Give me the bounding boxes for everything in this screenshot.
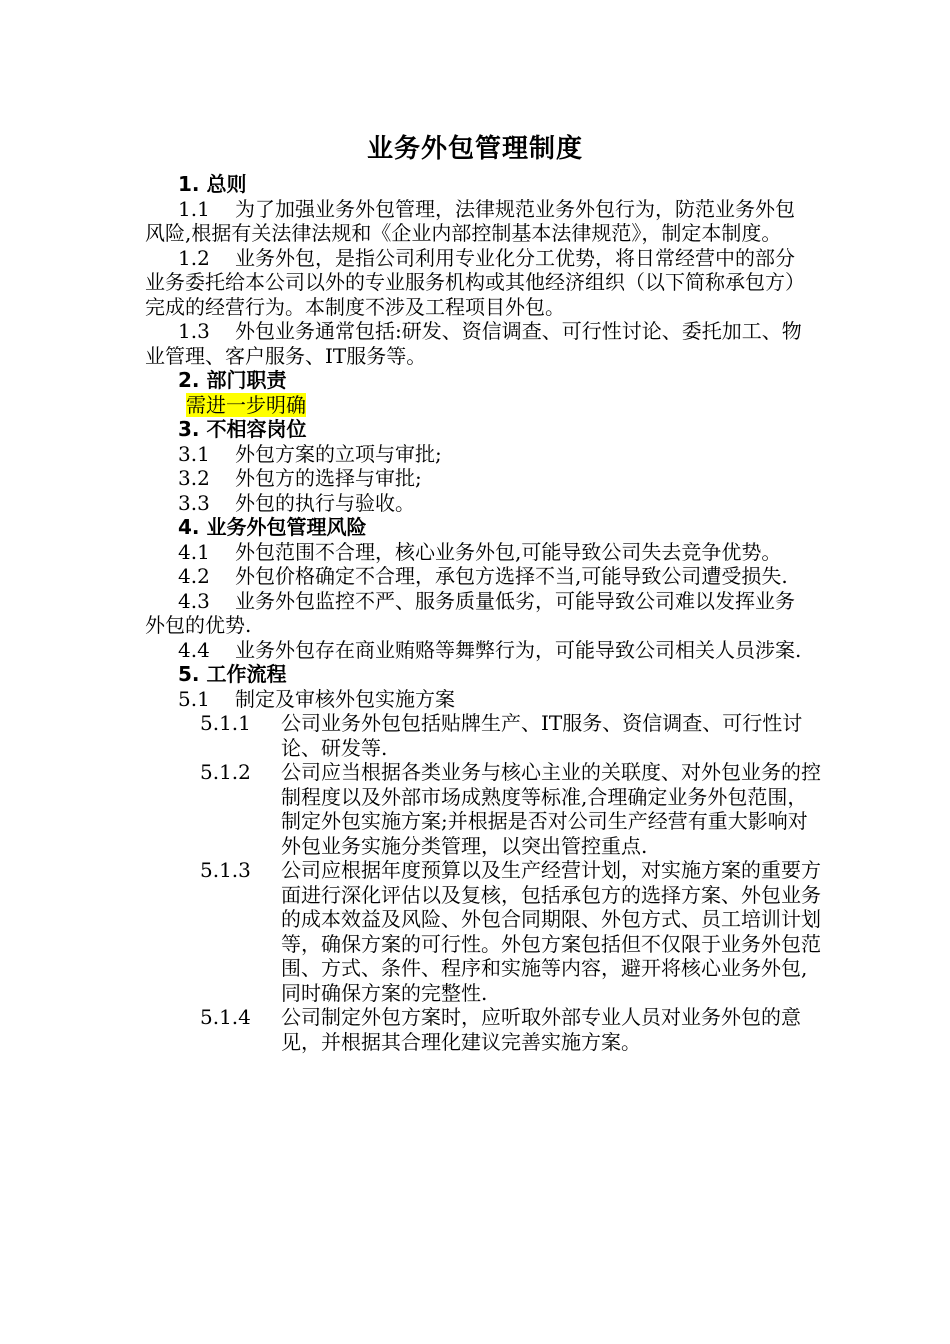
- clause-number: 1.1: [178, 196, 210, 221]
- clause-number: 3.1: [178, 441, 210, 466]
- clause-text: 外包业务通常包括:研发、资信调查、可行性讨论、委托加工、物业管理、客户服务、IT服务等。: [145, 319, 802, 368]
- clause-5-1-4: [200, 1005, 821, 1054]
- highlight-note-row: [186, 393, 950, 418]
- document-body: [0, 172, 950, 1054]
- highlighted-note: 需进一步明确: [186, 392, 306, 417]
- paragraph-4-3: [145, 589, 810, 638]
- clause-text: 公司应当根据各类业务与核心主业的关联度、对外包业务的控制程度以及外部市场成熟度等标准,合理确定业务外包范围，制定外包实施方案;并根据是否对公司生产经营有重大影响对外包业务实施分类管理，以突出管控重点.: [281, 760, 821, 858]
- clause-text: 外包的执行与验收。: [235, 490, 415, 515]
- section-heading-outsourcing-risks: 4. 业务外包管理风险: [178, 515, 367, 539]
- clause-number: 3.3: [178, 490, 210, 515]
- paragraph-4-2: [145, 564, 810, 589]
- clause-number: 5.1.1: [200, 711, 251, 735]
- paragraph-1-2: [145, 246, 810, 320]
- section-heading-general: 1. 总则: [178, 172, 247, 196]
- section-heading-department-duties: 2. 部门职责: [178, 368, 287, 392]
- clause-number: 4.1: [178, 539, 210, 564]
- clause-text: 外包价格确定不合理，承包方选择不当,可能导致公司遭受损失.: [235, 564, 788, 588]
- clause-number: 1.3: [178, 319, 210, 343]
- paragraph-1-3: [145, 319, 810, 368]
- clause-text: 为了加强业务外包管理，法律规范业务外包行为，防范业务外包风险,根据有关法律法规和《企业内部控制基本法律规范》，制定本制度。: [145, 196, 795, 245]
- clause-number: 3.2: [178, 466, 210, 490]
- clause-number: 5.1.4: [200, 1005, 251, 1029]
- paragraph-1-1: [145, 197, 810, 246]
- document-title: 业务外包管理制度: [366, 134, 583, 164]
- clause-number: 5.1.3: [200, 858, 251, 882]
- clause-text: 外包方案的立项与审批;: [235, 441, 442, 466]
- paragraph-4-1: [145, 540, 810, 565]
- clause-number: 5.1: [178, 686, 210, 711]
- paragraph-4-4: [145, 638, 810, 663]
- clause-number: 5.1.2: [200, 760, 251, 784]
- clause-number: 4.3: [178, 588, 210, 613]
- list-item-3-2: [178, 466, 950, 491]
- section-heading-workflow: 5. 工作流程: [178, 662, 287, 686]
- list-item-3-3: [178, 491, 950, 516]
- clause-number: 4.4: [178, 637, 210, 662]
- clause-text: 外包方的选择与审批;: [235, 466, 422, 490]
- clause-5-1-3: [200, 858, 821, 1005]
- section-heading-incompatible-positions: 3. 不相容岗位: [178, 417, 307, 441]
- clause-text: 业务外包，是指公司利用专业化分工优势，将日常经营中的部分业务委托给本公司以外的专业服务机构或其他经济组织（以下简称承包方）完成的经营行为。本制度不涉及工程项目外包。: [145, 245, 805, 319]
- clause-5-1-2: [200, 760, 821, 858]
- clause-text: 外包范围不合理，核心业务外包,可能导致公司失去竞争优势。: [235, 539, 782, 564]
- list-item-3-1: [178, 442, 950, 467]
- clause-text: 公司应根据年度预算以及生产经营计划，对实施方案的重要方面进行深化评估以及复核，包括承包方的选择方案、外包业务的成本效益及风险、外包合同期限、外包方式、员工培训计划等，确保方案的可行性。外包方案包括但不仅限于业务外包范围、方式、条件、程序和实施等内容，避开将核心业务外包,同时确保方案的完整性.: [281, 858, 821, 1005]
- clause-text: 业务外包存在商业贿赂等舞弊行为，可能导致公司相关人员涉案.: [235, 637, 802, 662]
- clause-text: 制定及审核外包实施方案: [235, 686, 455, 711]
- clause-5-1-1: [200, 711, 821, 760]
- clause-text: 公司制定外包方案时，应听取外部专业人员对业务外包的意见，并根据其合理化建议完善实施方案。: [281, 1005, 801, 1054]
- clause-number: 1.2: [178, 245, 210, 270]
- subsection-5-1: [178, 687, 950, 712]
- clause-text: 业务外包监控不严、服务质量低劣，可能导致公司难以发挥业务外包的优势.: [145, 588, 795, 637]
- clause-number: 4.2: [178, 564, 210, 588]
- clause-text: 公司业务外包包括贴牌生产、IT服务、资信调查、可行性讨论、研发等.: [281, 711, 803, 760]
